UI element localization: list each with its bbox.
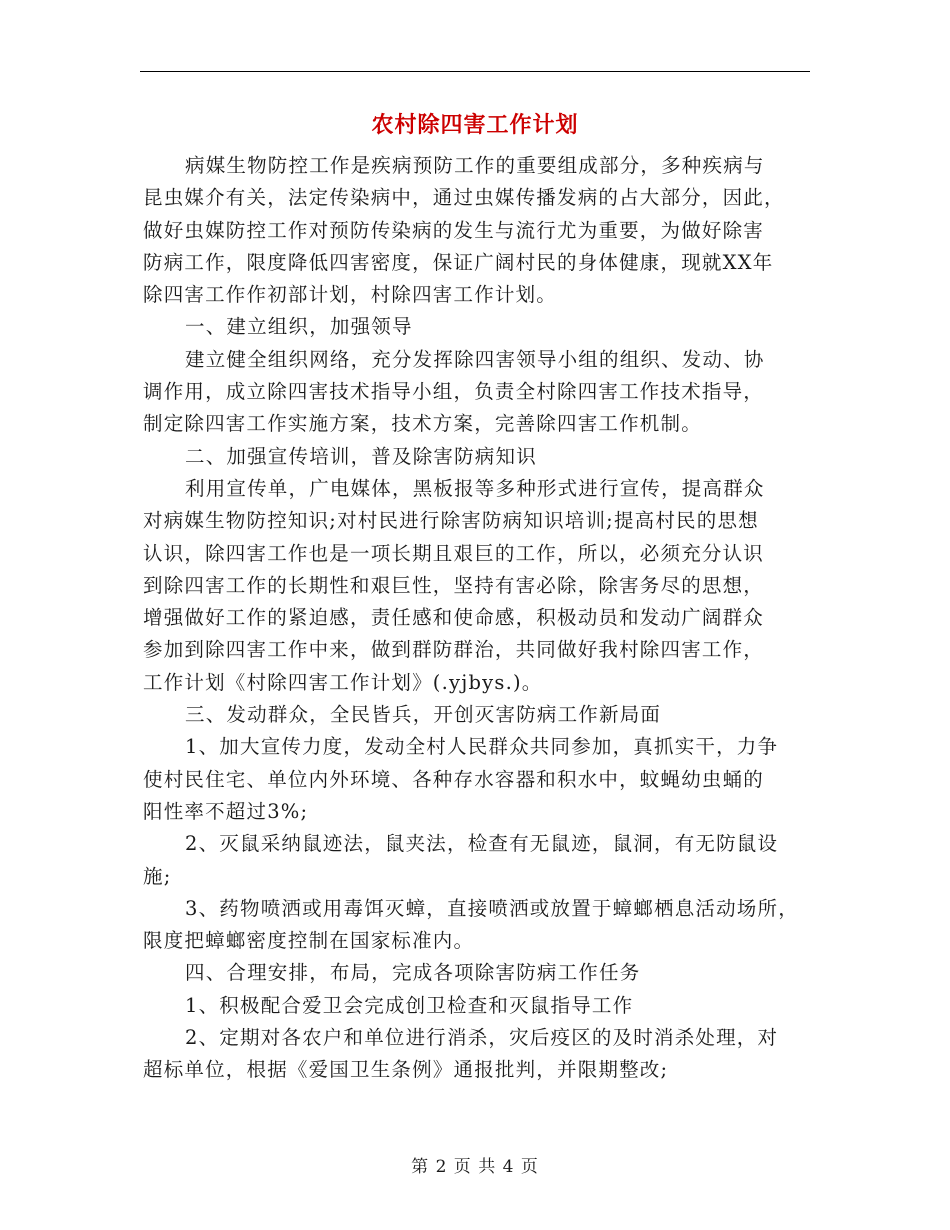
text-line: 昆虫媒介有关，法定传染病中，通过虫媒传播发病的占大部分，因此， xyxy=(143,186,785,210)
text-line: 施; xyxy=(143,864,172,888)
page-footer: 第 2 页 共 4 页 xyxy=(411,1157,539,1177)
text-line: 认识，除四害工作也是一项长期且艰巨的工作，所以，必须充分认识 xyxy=(143,541,765,565)
text-line: 制定除四害工作实施方案，技术方案，完善除四害工作机制。 xyxy=(143,412,702,436)
text-line: 增强做好工作的紧迫感，责任感和使命感，积极动员和发动广阔群众 xyxy=(143,606,765,630)
text-line: 参加到除四害工作中来，做到群防群治，共同做好我村除四害工作， xyxy=(143,638,765,662)
text-line: 阳性率不超过3%; xyxy=(143,799,309,823)
text-line: 3、药物喷洒或用毒饵灭蟑，直接喷洒或放置于蟑螂栖息活动场所， xyxy=(185,896,799,920)
text-line: 1、加大宣传力度，发动全村人民群众共同参加，真抓实干，力争 xyxy=(185,735,779,759)
text-line: 四、合理安排，布局，完成各项除害防病工作任务 xyxy=(185,961,641,985)
text-line: 利用宣传单，广电媒体，黑板报等多种形式进行宣传，提高群众 xyxy=(185,476,765,500)
section-heading xyxy=(143,311,813,343)
text-line: 一、建立组织，加强领导 xyxy=(185,315,413,339)
text-line: 建立健全组织网络，充分发挥除四害领导小组的组织、发动、协 xyxy=(185,347,765,371)
list-item xyxy=(143,1022,813,1087)
intro-paragraph xyxy=(143,150,813,311)
text-line: 使村民住宅、单位内外环境、各种存水容器和积水中，蚊蝇幼虫蛹的 xyxy=(143,767,765,791)
section-paragraph xyxy=(143,473,813,699)
text-line: 超标单位，根据《爱国卫生条例》通报批判，并限期整改; xyxy=(143,1058,669,1082)
text-line: 对病媒生物防控知识;对村民进行除害防病知识培训;提高村民的思想 xyxy=(143,509,759,533)
section-heading xyxy=(143,699,813,731)
text-line: 限度把蟑螂密度控制在国家标准内。 xyxy=(143,929,475,953)
text-line: 二、加强宣传培训，普及除害防病知识 xyxy=(185,444,537,468)
text-line: 三、发动群众，全民皆兵，开创灭害防病工作新局面 xyxy=(185,703,662,727)
text-line: 病媒生物防控工作是疾病预防工作的重要组成部分，多种疾病与 xyxy=(185,154,765,177)
text-line: 工作计划《村除四害工作计划》(.yjbys.)。 xyxy=(143,670,543,694)
document-title: 农村除四害工作计划 xyxy=(371,112,579,138)
text-line: 2、灭鼠采纳鼠迹法，鼠夹法，检查有无鼠迹，鼠洞，有无防鼠设 xyxy=(185,832,779,856)
text-line: 2、定期对各农户和单位进行消杀，灾后疫区的及时消杀处理，对 xyxy=(185,1026,779,1050)
list-item xyxy=(143,828,813,893)
document-body xyxy=(143,150,813,1087)
text-line: 调作用，成立除四害技术指导小组，负责全村除四害工作技术指导， xyxy=(143,380,765,404)
text-line: 除四害工作作初部计划，村除四害工作计划。 xyxy=(143,283,558,307)
section-heading xyxy=(143,441,813,473)
section-paragraph xyxy=(143,344,813,441)
text-line: 做好虫媒防控工作对预防传染病的发生与流行尤为重要，为做好除害 xyxy=(143,218,765,242)
list-item xyxy=(143,893,813,958)
list-item xyxy=(143,731,813,828)
header-rule xyxy=(140,71,810,72)
list-item xyxy=(143,990,813,1022)
text-line: 防病工作，限度降低四害密度，保证广阔村民的身体健康，现就XX年 xyxy=(143,250,774,274)
section-heading xyxy=(143,957,813,989)
text-line: 1、积极配合爱卫会完成创卫检查和灭鼠指导工作 xyxy=(185,993,634,1017)
text-line: 到除四害工作的长期性和艰巨性，坚持有害必除，除害务尽的思想， xyxy=(143,573,765,597)
